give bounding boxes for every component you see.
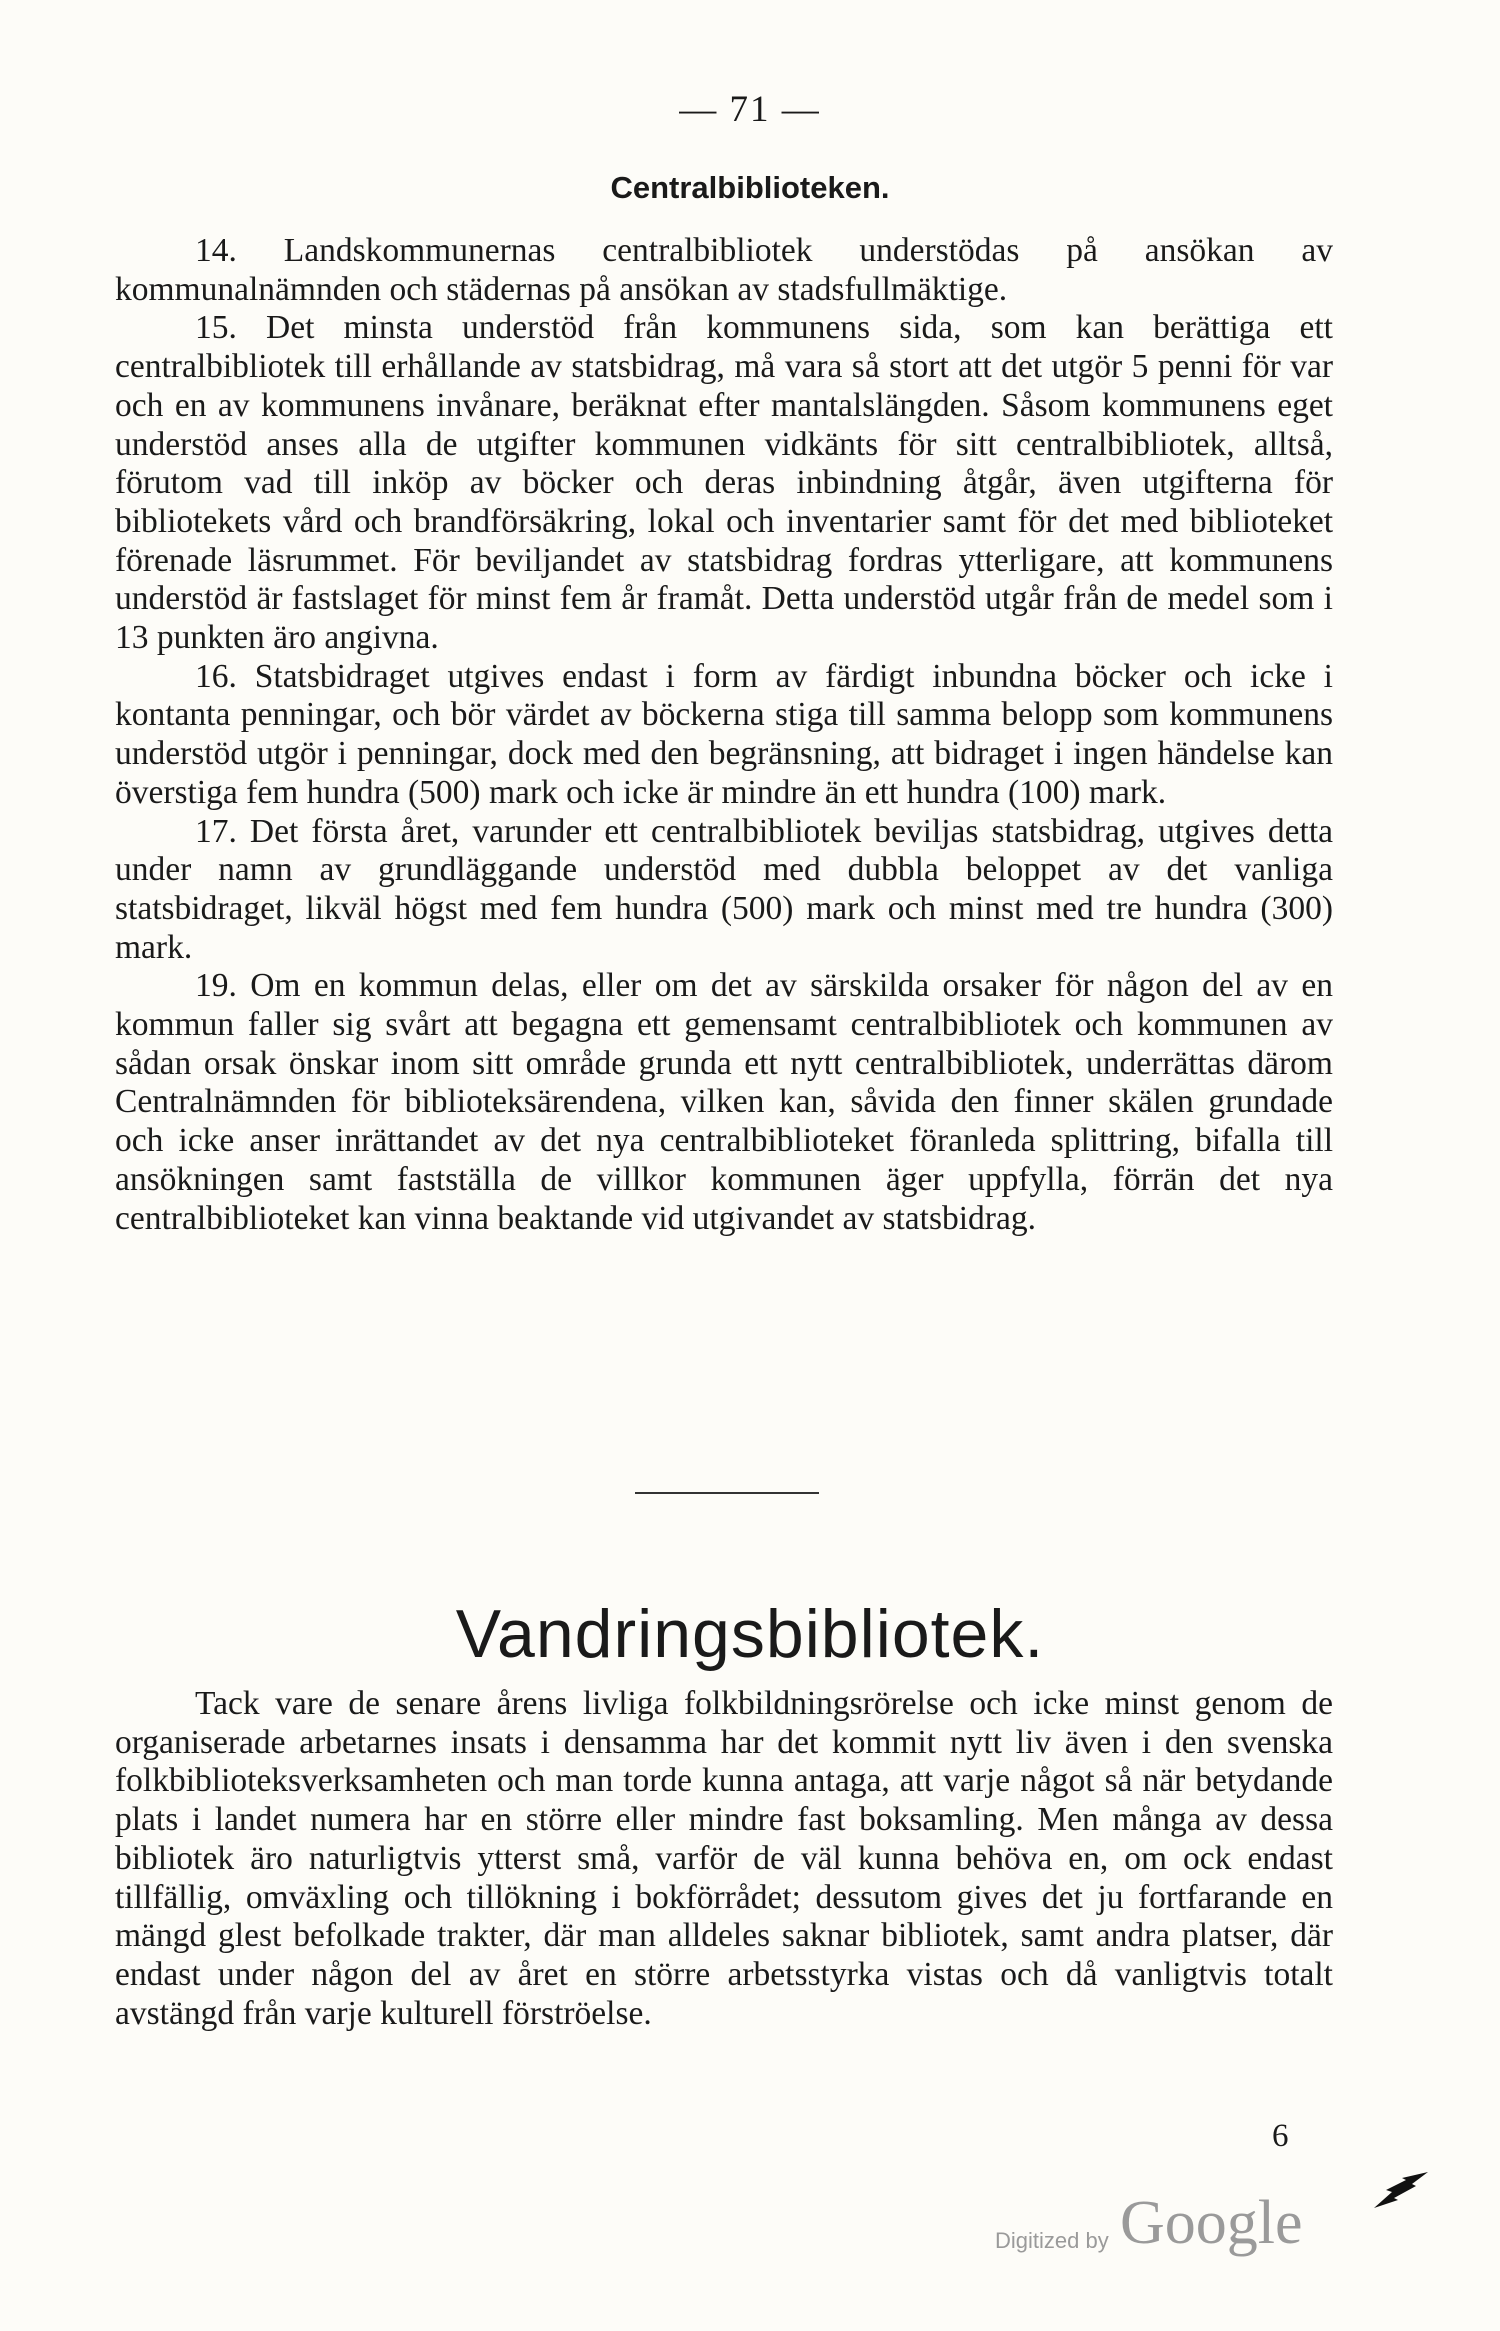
paragraph-15: 15. Det minsta understöd från kommunens sida, som kan berättiga ett centralbibliotek till erhållande av statsbidrag, må vara så stort att det utgör 5 penni för var och en av kommunens invånare, beräknat efter mantalslängden. Såsom kommunens eget understöd anses alla de utgifter kommunen vidkänts för sitt centralbibliotek, alltså, förutom vad till inköp av böcker och deras inbindning åtgår, även utgifterna för bibliotekets vård och brandförsäkring, lokal och inventarier samt för det med biblioteket förenade läsrummet. För beviljandet av statsbidrag fordras ytterligare, att kommunens understöd är fastslaget för minst fem år framåt. Detta understöd utgår från de medel som i 13 punkten äro angivna. <box>115 309 1333 657</box>
section-body <box>115 232 1333 1238</box>
paragraph-17: 17. Det första året, varunder ett centralbibliotek beviljas statsbidrag, utgives detta under namn av grundläggande understöd med dubbla beloppet av det vanliga statsbidraget, likväl högst med fem hundra (500) mark och minst med tre hundra (300) mark. <box>115 812 1333 966</box>
section-divider <box>635 1492 819 1494</box>
paragraph-intro: Tack vare de senare årens livliga folkbildningsrörelse och icke minst genom de organiserade arbetarnes insats i densamma har det kommit nytt liv även i den svenska folkbiblioteksverksamheten och man torde kunna antaga, att varje något så när betydande plats i landet numera har en större eller mindre fast boksamling. Men många av dessa bibliotek äro naturligtvis ytterst små, varför de väl kunna behöva en, om ock endast tillfällig, omväxling och tillökning i bokförrådet; dessutom gives det ju fortfarande en mängd glest befolkade trakter, där man alldeles saknar bibliotek, samt andra platser, där endast under någon del av året en större arbetsstyrka vistas och då vanligtvis totalt avstängd från varje kulturell förströelse. <box>115 1685 1333 2032</box>
paragraph-16: 16. Statsbidraget utgives endast i form av färdigt inbundna böcker och icke i kontanta penningar, och bör värdet av böckerna stiga till samma belopp som kommunens understöd utgör i penningar, dock med den begränsning, att bidraget i ingen händelse kan överstiga fem hundra (500) mark och icke är mindre än ett hundra (100) mark. <box>115 657 1333 811</box>
chapter-title: Vandringsbibliotek. <box>455 1596 1045 1672</box>
chapter-body <box>115 1685 1333 2033</box>
paragraph-19: 19. Om en kommun delas, eller om det av särskilda orsaker för någon del av en kommun faller sig svårt att begagna ett gemensamt centralbibliotek och kommunen av sådan orsak önskar inom sitt område grunda ett nytt centralbibliotek, underrättas därom Centralnämnden för biblioteksärendena, vilken kan, såvida den finner skälen grundade och icke anser inrättandet av det nya centralbiblioteket föranleda splittring, bifalla till ansökningen samt fastställa de villkor kommunen äger uppfylla, förrän det nya centralbiblioteket kan vinna beaktande vid utgivandet av statsbidrag. <box>115 967 1333 1237</box>
page-number: — 71 — <box>679 89 821 130</box>
paragraph-14: 14. Landskommunernas centralbibliotek understödas på ansökan av kommunalnämnden och städernas på ansökan av stadsfullmäktige. <box>115 232 1333 308</box>
section-heading: Centralbiblioteken. <box>610 170 890 205</box>
google-logo: Google <box>1120 2189 1303 2257</box>
ink-mark-icon <box>1372 2170 1432 2210</box>
digitized-by-label: Digitized by <box>995 2228 1109 2253</box>
signature-mark: 6 <box>1272 2118 1289 2154</box>
